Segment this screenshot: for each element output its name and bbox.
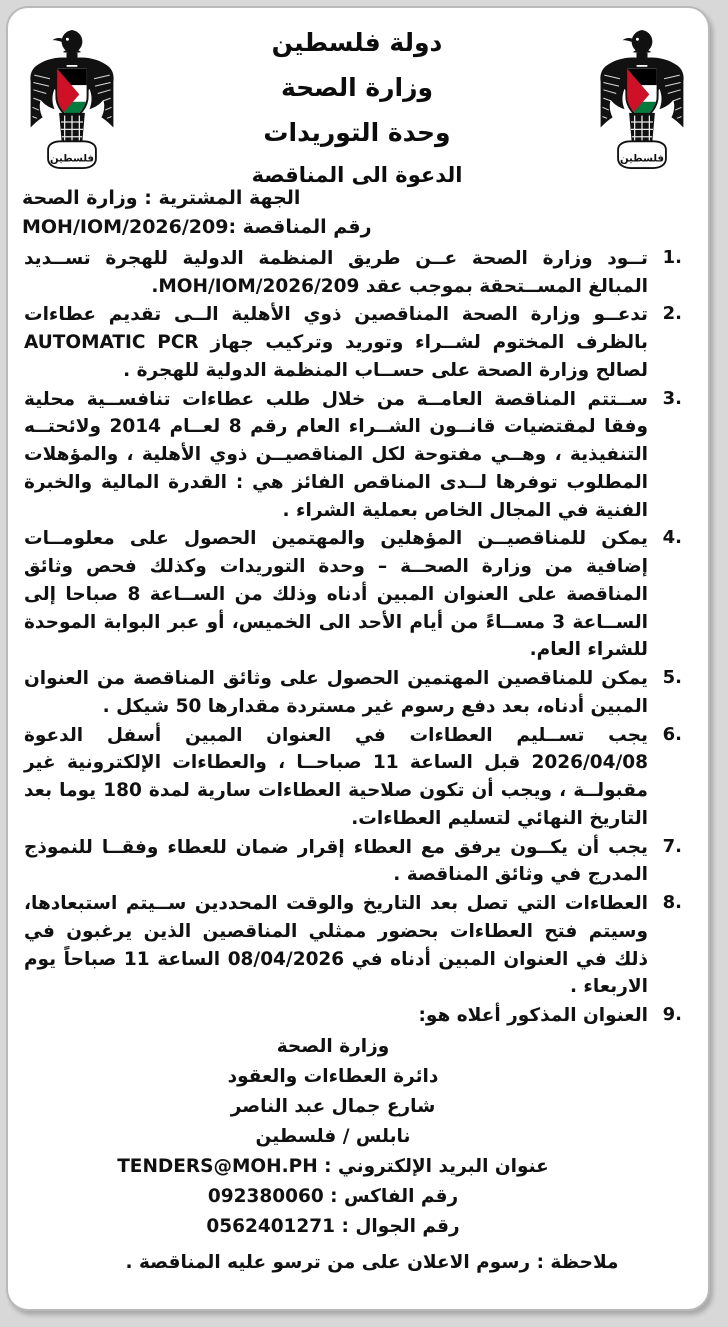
clause-text-8: العطاءات التي تصل بعد التاريخ والوقت المحددين ســيتم استبعادها، وسيتم فتح العطاءات بحضور ممثلي المناقصين الذين يرغبون في ذلك في العنوان المبين أدناه في 08/04/2026 الساعة 11 صباحاً يوم الاربعاء . xyxy=(24,893,648,998)
palestine-coat-of-arms-icon-left xyxy=(596,24,688,186)
clause-item xyxy=(22,722,692,833)
address-mobile: رقم الجوال : 0562401271 xyxy=(206,1215,460,1237)
emblem-caption-left: فلسطين xyxy=(619,153,665,165)
clause-text-3: ســتتم المناقصة العامــة من خلال طلب عطاءات تنافســية محلية وفقا لمقتضيات قانــون الشــراء العام رقم 8 لعــام 2014 ولائحتــه التنفيذية ، وهــي مفتوحة لكل المناقصيــن ذوي الأهلية ، والمؤهلات المطلوب توفرها لــدى المناقص الفائز هي : القدرة المالية والخبرة الفنية في المجال الخاص بعملية الشراء . xyxy=(24,388,648,521)
clause-text-6: يجب تســليم العطاءات في العنوان المبين أسفل الدعوة 2026/04/08 قبل الساعة 11 صباحــا ، والعطاءات الإلكترونية غير مقبولــة ، ويجب أن تكون صلاحية العطاءات سارية لمدة 180 يوما بعد التاريخ النهائي لتسليم العطاءات. xyxy=(24,724,648,829)
advertisement-fee-note: ملاحظة : رسوم الاعلان على من ترسو عليه المناقصة . xyxy=(125,1251,619,1273)
clause-item xyxy=(22,245,692,301)
tender-announcement-page xyxy=(6,6,710,1311)
clause-text-9: العنوان المذكور أعلاه هو: xyxy=(418,1005,648,1027)
palestine-coat-of-arms-icon-right xyxy=(26,24,118,186)
clause-text-4: يمكن للمناقصيــن المؤهلين والمهتمين الحصول على معلومــات إضافية من وزارة الصحــة – وحدة التوريدات وكذلك فحص وثائق المناقصة على العنوان المبين أدناه وذلك من الســاعة 8 صباحا إلى الســاعة 3 مســاءً من أيام الأحد الى الخميس، أو عبر البوابة الموحدة للشراء العام. xyxy=(24,528,648,661)
header-line-unit: وحدة التوريدات xyxy=(263,118,451,147)
page-inner xyxy=(8,8,708,1309)
clause-text-2: تدعــو وزارة الصحة المناقصين ذوي الأهلية الــى تقديم عطاءات بالظرف المختوم لشــراء وتوريد وتركيب جهاز AUTOMATIC PCR لصالح وزارة الصحة على حســاب المنظمة الدولية للهجرة . xyxy=(24,304,648,381)
document-header xyxy=(22,16,692,190)
address-city: نابلس / فلسطين xyxy=(255,1125,411,1147)
address-fax: رقم الفاكس : 092380060 xyxy=(207,1185,459,1207)
purchasing-entity-line: الجهة المشترية : وزارة الصحة xyxy=(22,187,301,209)
clause-item xyxy=(22,386,692,525)
clause-text-7: يجب أن يكــون يرفق مع العطاء إقرار ضمان للعطاء وفقــا للنموذج المدرج في وثائق المناقصة . xyxy=(24,836,648,886)
address-email: عنوان البريد الإلكتروني : TENDERS@MOH.PH xyxy=(117,1155,549,1177)
address-department: دائرة العطاءات والعقود xyxy=(227,1065,439,1087)
clause-item xyxy=(22,301,692,384)
clause-item xyxy=(22,525,692,664)
header-line-country: دولة فلسطين xyxy=(271,28,443,57)
header-titles xyxy=(118,20,596,190)
clause-item xyxy=(22,1002,692,1242)
tender-number-line: رقم المناقصة :MOH/IOM/2026/209 xyxy=(22,216,372,239)
address-block xyxy=(24,1032,648,1242)
clause-list xyxy=(22,245,692,1242)
address-ministry: وزارة الصحة xyxy=(276,1035,390,1057)
emblem-caption-right: فلسطين xyxy=(49,153,95,165)
clause-item xyxy=(22,665,692,721)
clause-item xyxy=(22,834,692,890)
clause-item xyxy=(22,890,692,1001)
tender-meta xyxy=(22,184,692,243)
header-line-ministry: وزارة الصحة xyxy=(280,73,434,102)
clause-text-5: يمكن للمناقصين المهتمين الحصول على وثائق المناقصة من العنوان المبين أدناه، بعد دفع رسوم غير مستردة مقدارها 50 شيكل . xyxy=(24,668,648,717)
clause-text-1: تــود وزارة الصحة عــن طريق المنظمة الدولية للهجرة تســديد المبالغ المســتحقة بموجب عقد MOH/IOM/2026/209. xyxy=(24,247,648,297)
header-line-invitation: الدعوة الى المناقصة xyxy=(251,163,463,187)
address-street: شارع جمال عبد الناصر xyxy=(230,1095,436,1117)
